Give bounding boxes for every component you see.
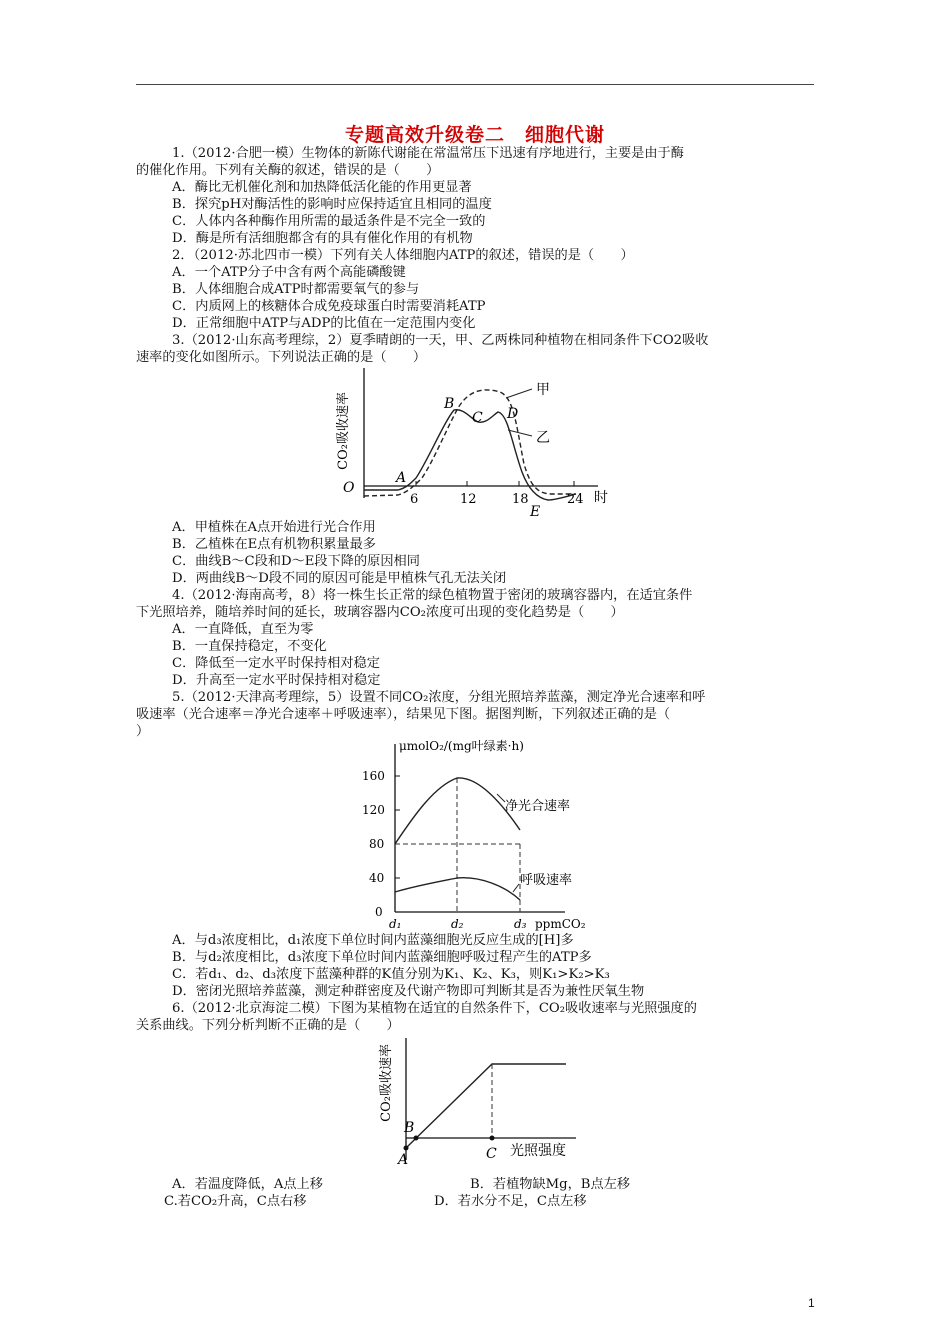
q6-option-d: D．若水分不足，C点左移 — [434, 1194, 587, 1209]
q6-stem-line2: 关系曲线。下列分析判断不正确的是（ ） — [136, 1018, 400, 1033]
q3-stem-line2: 速率的变化如图所示。下列说法正确的是（ ） — [136, 350, 427, 365]
q4-option-b: B．一直保持稳定，不变化 — [172, 639, 327, 654]
q5-option-b: B．与d₂浓度相比，d₃浓度下单位时间内蓝藻细胞呼吸过程产生的ATP多 — [172, 950, 592, 965]
q2-stem-line1: 2．（2012·苏北四市一模）下列有关人体细胞内ATP的叙述，错误的是（ ） — [172, 248, 634, 263]
q5-ytick: 80 — [369, 837, 385, 851]
q5-stem-line1: 5.（2012·天津高考理综，5）设置不同CO₂浓度，分组光照培养蓝藻，测定净光合速率和呼 — [172, 690, 706, 705]
q2-option-d: D．正常细胞中ATP与ADP的比值在一定范围内变化 — [172, 316, 476, 331]
q3-legend-jia: 甲 — [536, 382, 550, 398]
header-rule — [136, 84, 814, 85]
q1-stem-line1: 1.（2012·合肥一模）生物体的新陈代谢能在常温常压下迅速有序地进行，主要是由于酶 — [172, 146, 684, 161]
q5-stem-line2: 吸速率（光合速率＝净光合速率＋呼吸速率），结果见下图。据图判断，下列叙述正确的是（ — [136, 707, 671, 722]
q1-stem-line2: 的催化作用。下列有关酶的叙述，错误的是（ ） — [136, 163, 440, 178]
q5-x-unit: ppmCO₂ — [535, 917, 586, 931]
q4-stem-line1: 4.（2012·海南高考，8）将一株生长正常的绿色植物置于密闭的玻璃容器内，在适宜条件 — [172, 588, 693, 603]
q6-x-unit: 光照强度 — [510, 1143, 566, 1159]
q2-option-b: B．人体细胞合成ATP时都需要氧气的参与 — [172, 282, 420, 297]
q3-option-d: D．两曲线B～D段不同的原因可能是甲植株气孔无法关闭 — [172, 571, 507, 586]
q4-option-d: D．升高至一定水平时保持相对稳定 — [172, 673, 381, 688]
q1-option-d: D．酶是所有活细胞都含有的具有催化作用的有机物 — [172, 231, 473, 246]
q4-stem-line2: 下光照培养，随培养时间的延长，玻璃容器内CO₂浓度可出现的变化趋势是（ ） — [136, 605, 624, 620]
q3-x-unit: 时 — [594, 490, 608, 506]
q5-ytick: 0 — [375, 905, 383, 919]
q5-y-axis-label: μmolO₂/(mg叶绿素·h) — [399, 739, 524, 753]
q6-option-b: B．若植物缺Mg，B点左移 — [470, 1177, 631, 1192]
q5-stem-line3: ） — [136, 724, 150, 739]
q4-option-a: A．一直降低，直至为零 — [172, 622, 314, 637]
q3-legend-yi: 乙 — [536, 430, 550, 446]
q5-figure — [355, 736, 605, 932]
q6-curve — [406, 1064, 566, 1148]
q3-stem-line1: 3.（2012·山东高考理综，2）夏季晴朗的一天，甲、乙两株同种植物在相同条件下CO2吸收 — [172, 333, 709, 348]
q3-option-b: B．乙植株在E点有机物积累量最多 — [172, 537, 376, 552]
q5-xtick: d₂ — [451, 917, 464, 931]
q2-option-a: A．一个ATP分子中含有两个高能磷酸键 — [172, 265, 406, 280]
q3-point-e: E — [530, 504, 541, 520]
q1-option-c: C．人体内各种酶作用所需的最适条件是不完全一致的 — [172, 214, 486, 229]
q6-point-b: B — [404, 1120, 415, 1136]
q6-point-a: A — [398, 1152, 409, 1168]
q6-y-axis-label: CO₂吸收速率 — [379, 1044, 394, 1122]
q5-option-a: A．与d₃浓度相比，d₁浓度下单位时间内蓝藻细胞光反应生成的[H]多 — [172, 933, 574, 948]
q5-xtick: d₁ — [389, 917, 402, 931]
q6-point-a-dot — [404, 1146, 409, 1151]
q3-xtick: 12 — [460, 492, 477, 507]
q3-point-d: D — [507, 406, 519, 422]
q6-point-c: C — [486, 1146, 497, 1162]
page-title: 专题高效升级卷二 细胞代谢 — [344, 124, 605, 146]
q6-option-c: C.若CO₂升高，C点右移 — [164, 1194, 307, 1209]
q6-stem-line1: 6.（2012·北京海淀二模）下图为某植物在适宜的自然条件下，CO₂吸收速率与光照强度的 — [172, 1001, 697, 1016]
q5-option-d: D．密闭光照培养蓝藻，测定种群密度及代谢产物即可判断其是否为兼性厌氧生物 — [172, 984, 645, 999]
q3-xtick: 6 — [410, 492, 419, 507]
q5-legend-resp: 呼吸速率 — [520, 873, 573, 888]
q2-option-c: C．内质网上的核糖体合成免疫球蛋白时需要消耗ATP — [172, 299, 486, 314]
q6-point-c-dot — [490, 1136, 495, 1141]
q3-point-a: A — [396, 470, 407, 486]
q6-option-a: A．若温度降低，A点上移 — [172, 1177, 323, 1192]
q3-option-a: A．甲植株在A点开始进行光合作用 — [172, 520, 376, 535]
q3-xtick: 18 — [512, 492, 529, 507]
q5-legend-net: 净光合速率 — [505, 799, 571, 814]
q3-point-b: B — [444, 396, 455, 412]
page-number: 1 — [808, 1296, 815, 1310]
q3-figure — [336, 364, 626, 522]
q5-curve-resp — [395, 878, 520, 900]
q1-option-b: B．探究pH对酶活性的影响时应保持适宜且相同的温度 — [172, 197, 492, 212]
q3-xtick: 24 — [567, 492, 584, 507]
q6-figure — [372, 1034, 592, 1170]
q5-xtick: d₃ — [514, 917, 527, 931]
q3-option-c: C．曲线B～C段和D～E段下降的原因相同 — [172, 554, 420, 569]
q3-y-axis-label: CO₂吸收速率 — [336, 392, 351, 470]
q4-option-c: C．降低至一定水平时保持相对稳定 — [172, 656, 380, 671]
q5-option-c: C．若d₁、d₂、d₃浓度下蓝藻种群的K值分别为K₁、K₂、K₃，则K₁>K₂>K₃ — [172, 967, 610, 982]
q6-point-b-dot — [414, 1136, 419, 1141]
q5-ytick: 160 — [362, 769, 385, 783]
q5-ytick: 120 — [362, 803, 385, 817]
q3-point-c: C — [472, 410, 483, 426]
q5-ytick: 40 — [369, 871, 385, 885]
q3-origin-label: O — [343, 480, 355, 496]
q1-option-a: A．酶比无机催化剂和加热降低活化能的作用更显著 — [172, 180, 472, 195]
